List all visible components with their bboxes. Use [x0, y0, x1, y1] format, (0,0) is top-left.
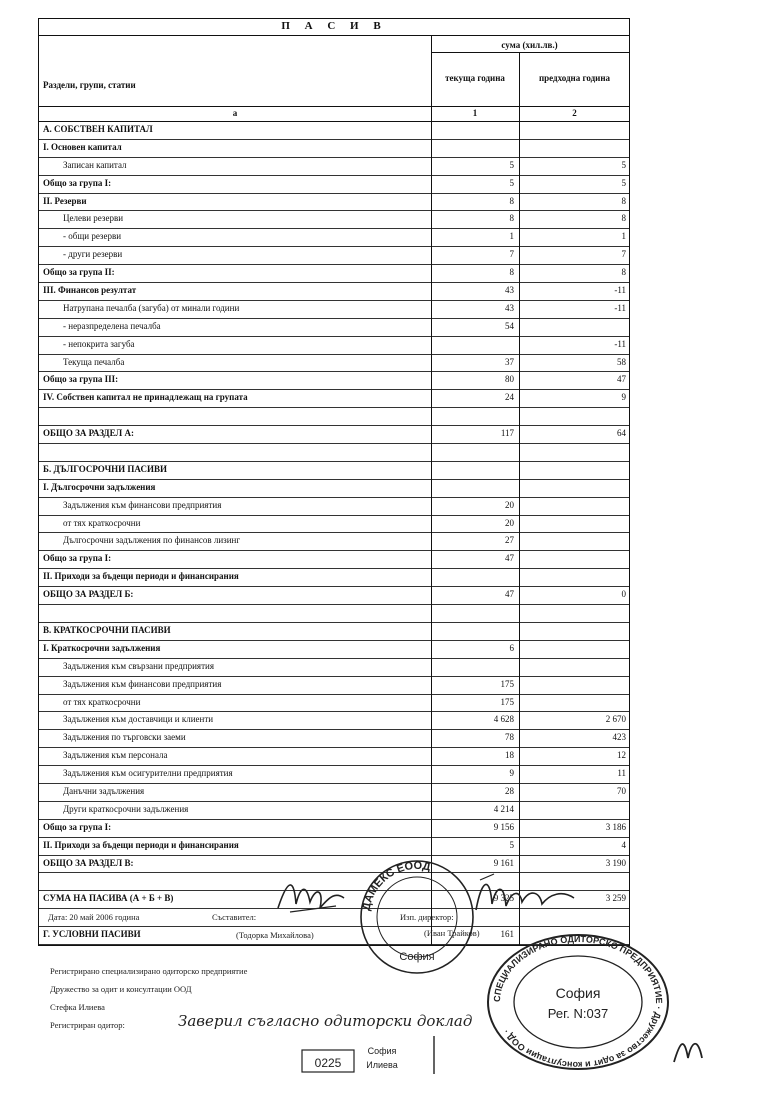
column-divider: [519, 695, 520, 713]
column-divider: [431, 140, 432, 158]
director-name: (Иван Трайков): [424, 928, 480, 938]
column-divider: [519, 140, 520, 158]
table-row: [39, 390, 629, 408]
value-previous-year: 4: [621, 839, 626, 850]
column-divider: [519, 641, 520, 659]
value-current-year: 27: [505, 535, 514, 546]
value-current-year: 5: [509, 177, 514, 188]
row-label: от тях краткосрочни: [63, 517, 141, 528]
column-divider: [519, 462, 520, 480]
table-row: [39, 802, 629, 820]
table-row: [39, 533, 629, 551]
value-current-year: 78: [505, 732, 514, 743]
value-current-year: 43: [505, 285, 514, 296]
value-current-year: 20: [505, 517, 514, 528]
row-label: Други краткосрочни задължения: [63, 803, 189, 814]
value-current-year: 175: [500, 678, 514, 689]
column-divider: [519, 283, 520, 301]
column-divider: [431, 444, 432, 462]
table-row: [39, 140, 629, 158]
column-divider: [431, 480, 432, 498]
value-previous-year: 3 190: [605, 857, 626, 868]
value-previous-year: 5: [621, 159, 626, 170]
table-row: [39, 444, 629, 462]
table-row: [39, 301, 629, 319]
date-line: Дата: 20 май 2006 година: [48, 912, 140, 922]
column-divider: [431, 569, 432, 587]
row-label: Задължения към персонала: [63, 750, 168, 761]
signature-compiler: [270, 868, 350, 923]
column-divider: [519, 247, 520, 265]
column-divider: [431, 211, 432, 229]
director-label: Изп. директор:: [400, 912, 454, 922]
value-current-year: 8: [509, 195, 514, 206]
table-row: [39, 748, 629, 766]
column-divider: [431, 355, 432, 373]
value-current-year: 8: [509, 267, 514, 278]
auditor-stamp-reg: Рег. N:037: [547, 1006, 609, 1021]
value-previous-year: 7: [621, 249, 626, 260]
column-index-2: 2: [572, 108, 577, 118]
column-divider: [431, 712, 432, 730]
column-divider: [431, 730, 432, 748]
value-previous-year: 3 259: [605, 893, 626, 904]
column-divider: [519, 551, 520, 569]
column-divider: [519, 194, 520, 212]
row-label: Общо за група I:: [43, 553, 112, 564]
column-divider: [519, 623, 520, 641]
column-divider: [519, 605, 520, 623]
column-divider: [519, 802, 520, 820]
table-row: [39, 176, 629, 194]
value-previous-year: 64: [617, 428, 626, 439]
table-row: [39, 659, 629, 677]
column-divider: [519, 820, 520, 838]
column-divider: [431, 659, 432, 677]
table-row: [39, 587, 629, 605]
value-previous-year: -11: [614, 338, 626, 349]
row-label: - други резерви: [63, 249, 123, 260]
value-previous-year: 70: [617, 785, 626, 796]
column-divider: [519, 587, 520, 605]
table-row: [39, 623, 629, 641]
row-label: II. Резерви: [43, 195, 87, 206]
table-row: [39, 677, 629, 695]
table-row: [39, 784, 629, 802]
column-divider: [431, 390, 432, 408]
row-label: I. Краткосрочни задължения: [43, 642, 161, 653]
table-row: [39, 337, 629, 355]
value-previous-year: 47: [617, 374, 626, 385]
column-divider: [431, 372, 432, 390]
column-divider: [519, 122, 520, 140]
table-row: [39, 695, 629, 713]
handwritten-note: Заверил съгласно одиторски доклад: [178, 1012, 473, 1030]
table-row: [39, 408, 629, 426]
row-label: III. Финансов резултат: [43, 285, 137, 296]
column-label-sum: сума (хил.лв.): [501, 40, 558, 50]
column-divider: [431, 533, 432, 551]
column-divider: [431, 802, 432, 820]
column-divider: [431, 408, 432, 426]
column-divider: [431, 838, 432, 856]
column-divider: [431, 551, 432, 569]
table-row: [39, 265, 629, 283]
column-index-row: [39, 107, 629, 122]
column-divider: [431, 176, 432, 194]
table-row: [39, 730, 629, 748]
row-label: Текуща печалба: [63, 356, 125, 367]
table-row: [39, 516, 629, 534]
column-divider: [431, 516, 432, 534]
row-label: Б. ДЪЛГОСРОЧНИ ПАСИВИ: [43, 463, 167, 474]
column-divider: [519, 176, 520, 194]
seal-city: София: [367, 1046, 397, 1056]
header-divider: [432, 52, 629, 53]
value-previous-year: 9: [621, 392, 626, 403]
auditor-line-2: Дружество за одит и консултации ООД: [50, 984, 192, 994]
table-row: [39, 283, 629, 301]
value-current-year: 9 325: [493, 893, 514, 904]
table-body: [39, 122, 629, 945]
value-previous-year: 8: [621, 267, 626, 278]
column-divider: [519, 677, 520, 695]
column-divider: [431, 247, 432, 265]
row-label: СУМА НА ПАСИВА (А + Б + В): [43, 893, 174, 904]
seal-number-box: [296, 1034, 446, 1074]
column-divider: [519, 211, 520, 229]
value-current-year: 47: [505, 553, 514, 564]
company-stamp-text: ДАМЕКС ЕООД: [360, 859, 432, 912]
column-label-current-year: текуща година: [445, 73, 505, 83]
column-divider: [519, 408, 520, 426]
row-label: Г. УСЛОВНИ ПАСИВИ: [43, 929, 141, 940]
column-index-1: 1: [472, 108, 478, 118]
row-label: II. Приходи за бъдещи периоди и финансирания: [43, 839, 239, 850]
svg-text:СПЕЦИАЛИЗИРАНО ОДИТОРСКО ПРЕДП: [492, 934, 664, 1070]
value-current-year: 161: [500, 929, 514, 940]
table-row: [39, 569, 629, 587]
value-current-year: 5: [509, 159, 514, 170]
column-index-a: а: [232, 108, 238, 118]
row-label: Задължения към финансови предприятия: [63, 678, 222, 689]
value-current-year: 9 156: [493, 821, 514, 832]
column-divider: [431, 194, 432, 212]
company-stamp-city: София: [399, 951, 435, 963]
auditor-line-1: Регистрирано специализирано одиторско предприятие: [50, 966, 248, 976]
column-divider: [519, 444, 520, 462]
row-label: В. КРАТКОСРОЧНИ ПАСИВИ: [43, 624, 171, 635]
column-divider: [431, 122, 432, 140]
row-label: II. Приходи за бъдещи периоди и финансирания: [43, 571, 239, 582]
column-divider: [431, 784, 432, 802]
table-row: [39, 498, 629, 516]
column-divider: [431, 107, 432, 121]
table-row: [39, 462, 629, 480]
signature-director: [470, 870, 580, 930]
column-divider: [431, 229, 432, 247]
compiler-name: (Тодорка Михайлова): [236, 930, 314, 940]
table-row: [39, 712, 629, 730]
liabilities-table: [38, 18, 630, 946]
column-divider: [431, 426, 432, 444]
column-divider: [519, 265, 520, 283]
table-row: [39, 551, 629, 569]
auditor-stamp-ring-text: СПЕЦИАЛИЗИРАНО ОДИТОРСКО ПРЕДПРИЯТИЕ · Дружество за одит и консултации ООД ·: [491, 933, 665, 1071]
row-label: Данъчни задължения: [63, 785, 145, 796]
column-divider: [519, 659, 520, 677]
column-divider: [519, 748, 520, 766]
value-previous-year: -11: [614, 302, 626, 313]
table-row: [39, 838, 629, 856]
value-current-year: 18: [505, 750, 514, 761]
value-current-year: 117: [500, 428, 514, 439]
value-current-year: 8: [509, 213, 514, 224]
value-previous-year: -11: [614, 285, 626, 296]
row-label: I. Основен капитал: [43, 141, 122, 152]
value-previous-year: 58: [617, 356, 626, 367]
column-label-previous-year: предходна година: [538, 73, 611, 83]
value-previous-year: 8: [621, 195, 626, 206]
value-current-year: 4 628: [493, 714, 514, 725]
table-row: [39, 158, 629, 176]
value-previous-year: 12: [617, 750, 626, 761]
column-divider: [519, 301, 520, 319]
auditor-signature: [670, 1028, 710, 1068]
value-previous-year: 2 670: [605, 714, 626, 725]
table-row: [39, 211, 629, 229]
company-stamp: [352, 858, 482, 976]
row-label: Целеви резерви: [63, 213, 124, 224]
column-divider: [519, 516, 520, 534]
row-label: Общо за група III:: [43, 374, 119, 385]
column-divider: [431, 677, 432, 695]
column-divider: [519, 52, 520, 106]
value-current-year: 47: [505, 589, 514, 600]
row-label: Общо за група I:: [43, 821, 112, 832]
column-divider: [519, 533, 520, 551]
row-label: А. СОБСТВЕН КАПИТАЛ: [43, 124, 153, 134]
table-row: [39, 480, 629, 498]
column-divider: [431, 766, 432, 784]
column-divider: [519, 355, 520, 373]
table-row: [39, 355, 629, 373]
row-label: Натрупана печалба (загуба) от минали години: [63, 302, 240, 313]
row-label: Общо за група II:: [43, 267, 115, 278]
value-current-year: 9 161: [493, 857, 514, 868]
seal-number: 0225: [314, 1056, 342, 1070]
column-divider: [431, 158, 432, 176]
column-divider: [431, 36, 432, 106]
value-current-year: 175: [500, 696, 514, 707]
column-divider: [519, 712, 520, 730]
table-row: [39, 122, 629, 140]
row-label: Задължения към свързани предприятия: [63, 660, 214, 671]
row-label: Записан капитал: [63, 159, 127, 170]
value-current-year: 43: [505, 302, 514, 313]
value-current-year: 7: [509, 249, 514, 260]
value-current-year: 37: [505, 356, 514, 367]
row-label: Задължения към финансови предприятия: [63, 499, 222, 510]
column-divider: [519, 766, 520, 784]
row-label: Общо за група I:: [43, 177, 112, 188]
value-current-year: 5: [509, 839, 514, 850]
value-current-year: 6: [509, 642, 514, 653]
compiler-label: Съставител:: [212, 912, 257, 922]
value-current-year: 9: [509, 768, 514, 779]
value-previous-year: 1: [621, 231, 626, 242]
column-divider: [519, 838, 520, 856]
column-divider: [431, 748, 432, 766]
column-divider: [519, 569, 520, 587]
value-previous-year: 3 186: [605, 821, 626, 832]
value-previous-year: 423: [612, 732, 626, 743]
auditor-stamp-city: София: [555, 985, 601, 1001]
value-current-year: 20: [505, 499, 514, 510]
row-label: Задължения по търговски заеми: [63, 732, 186, 743]
table-row: [39, 229, 629, 247]
row-label: ОБЩО ЗА РАЗДЕЛ Б:: [43, 589, 134, 600]
row-label: - непокрита загуба: [63, 338, 135, 349]
column-label-sections: Раздели, групи, статии: [43, 80, 136, 90]
table-row: [39, 820, 629, 838]
table-row: [39, 319, 629, 337]
row-label: IV. Собствен капитал не принадлежащ на групата: [43, 392, 248, 403]
column-divider: [431, 498, 432, 516]
table-title: П А С И В: [281, 20, 387, 32]
svg-text:ДАМЕКС ЕООД: [360, 860, 431, 912]
table-row: [39, 194, 629, 212]
column-divider: [431, 337, 432, 355]
column-divider: [519, 372, 520, 390]
row-label: - общи резерви: [63, 231, 122, 242]
column-divider: [431, 283, 432, 301]
column-divider: [519, 107, 520, 121]
column-divider: [519, 158, 520, 176]
column-divider: [431, 605, 432, 623]
auditor-line-3: Стефка Илиева: [50, 1002, 105, 1012]
column-divider: [431, 587, 432, 605]
auditor-stamp: [484, 932, 672, 1072]
column-divider: [519, 784, 520, 802]
table-row: [39, 605, 629, 623]
row-label: Задължения към доставчици и клиенти: [63, 714, 214, 725]
table-row: [39, 426, 629, 444]
row-label: Задължения към осигурителни предприятия: [63, 768, 233, 779]
column-divider: [519, 426, 520, 444]
auditor-line-4: Регистриран одитор:: [50, 1020, 125, 1030]
column-divider: [431, 641, 432, 659]
column-divider: [431, 695, 432, 713]
value-current-year: 80: [505, 374, 514, 385]
value-previous-year: 8: [621, 213, 626, 224]
column-divider: [519, 319, 520, 337]
row-label: ОБЩО ЗА РАЗДЕЛ А:: [43, 428, 134, 439]
column-divider: [519, 480, 520, 498]
column-divider: [431, 623, 432, 641]
row-label: I. Дългосрочни задължения: [43, 481, 156, 492]
value-current-year: 28: [505, 785, 514, 796]
column-divider: [431, 265, 432, 283]
column-divider: [519, 730, 520, 748]
value-previous-year: 11: [617, 768, 626, 779]
seal-name: Илиева: [366, 1060, 398, 1070]
column-divider: [519, 498, 520, 516]
row-label: Дългосрочни задължения по финансов лизинг: [63, 535, 241, 546]
row-label: - неразпределена печалба: [63, 320, 161, 331]
column-divider: [431, 820, 432, 838]
column-divider: [519, 337, 520, 355]
table-row: [39, 766, 629, 784]
value-previous-year: 5: [621, 177, 626, 188]
row-label: от тях краткосрочни: [63, 696, 141, 707]
value-current-year: 54: [505, 320, 514, 331]
value-current-year: 1: [509, 231, 514, 242]
value-current-year: 4 214: [493, 803, 514, 814]
table-row: [39, 641, 629, 659]
value-previous-year: 0: [621, 589, 626, 600]
table-header: [39, 36, 629, 107]
column-divider: [431, 319, 432, 337]
column-divider: [431, 301, 432, 319]
table-title-row: [39, 19, 629, 36]
value-current-year: 24: [505, 392, 514, 403]
column-divider: [519, 390, 520, 408]
row-label: ОБЩО ЗА РАЗДЕЛ В:: [43, 857, 134, 868]
table-row: [39, 247, 629, 265]
column-divider: [431, 462, 432, 480]
column-divider: [519, 229, 520, 247]
table-row: [39, 372, 629, 390]
